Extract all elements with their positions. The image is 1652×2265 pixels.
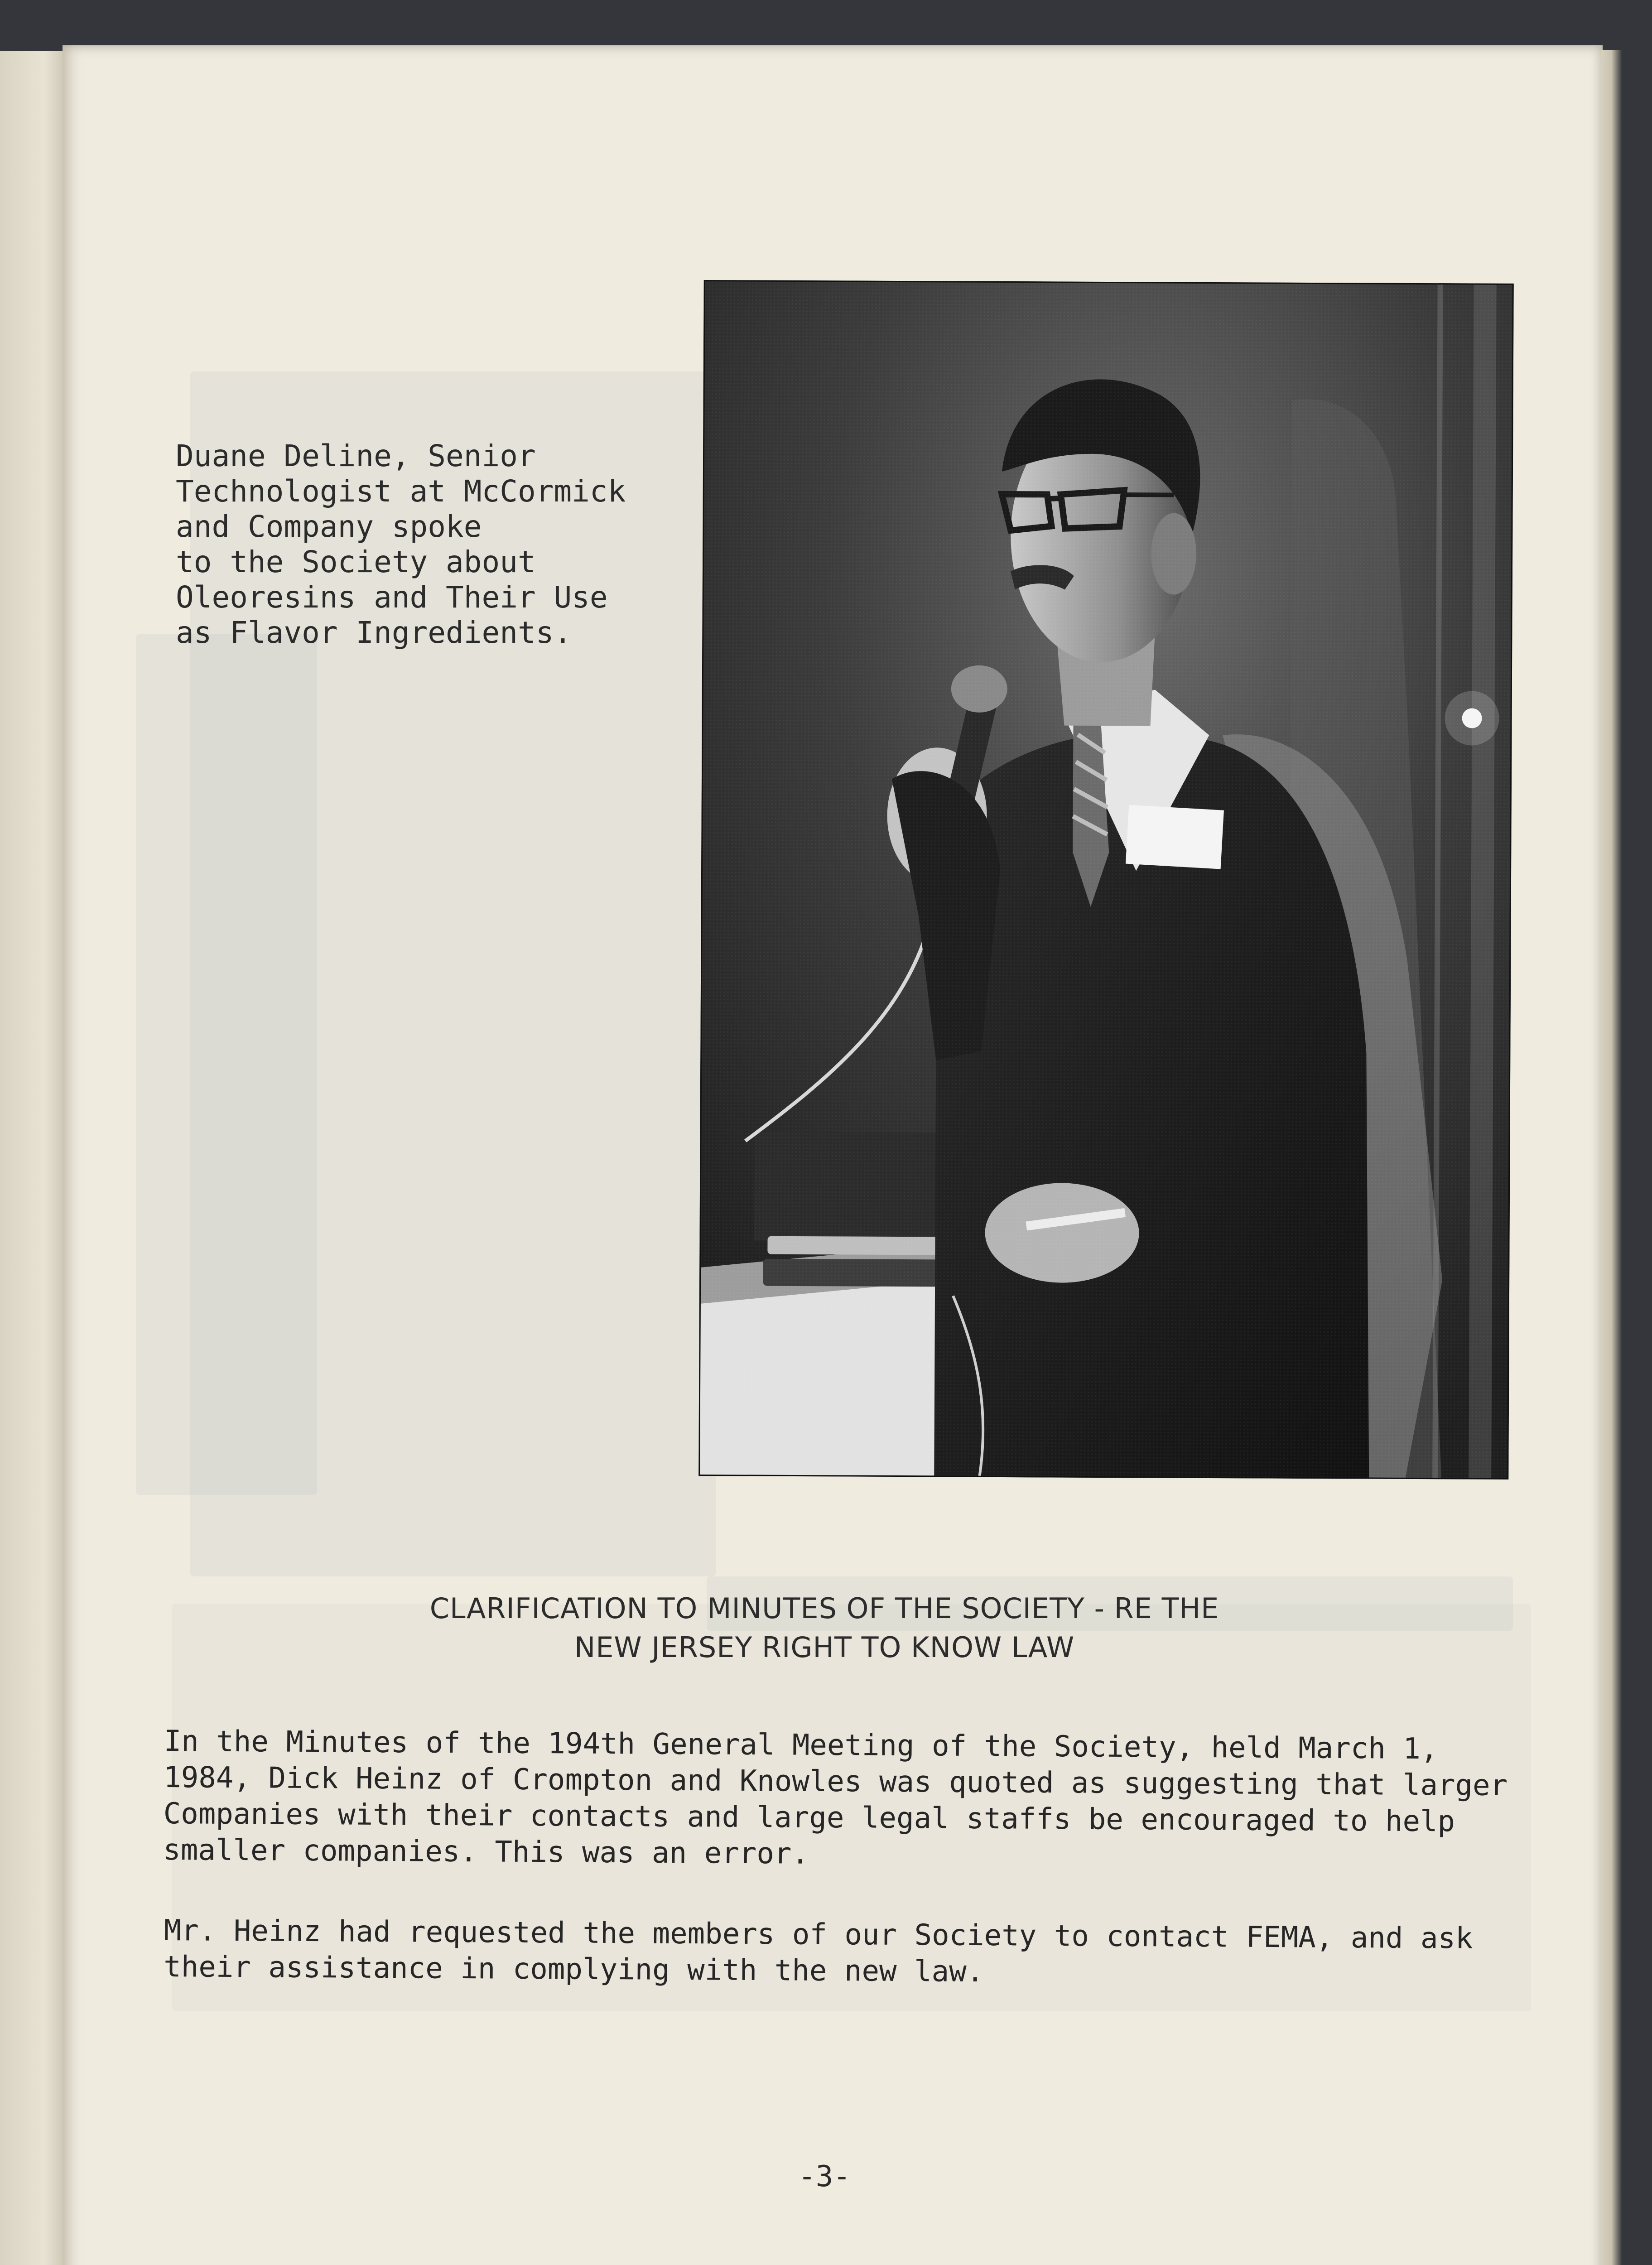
show-through-shadow xyxy=(136,634,317,1495)
page-number: -3- xyxy=(798,2160,851,2193)
caption-line: Duane Deline, Senior xyxy=(176,439,536,473)
paragraph-line: their assistance in complying with the new law. xyxy=(164,1950,984,1989)
page-outer-edge xyxy=(1601,50,1622,2265)
paragraph-line: smaller companies. This was an error. xyxy=(163,1833,809,1871)
caption-line: Oleoresins and Their Use xyxy=(176,580,608,615)
facing-page-edge xyxy=(0,51,63,2265)
paragraph-line: Mr. Heinz had requested the members of our Society to contact FEMA, and ask xyxy=(164,1914,1473,1956)
heading-line-1: CLARIFICATION TO MINUTES OF THE SOCIETY - RE THE xyxy=(429,1592,1219,1625)
paragraph-line: Companies with their contacts and large legal staffs be encouraged to help xyxy=(163,1797,1455,1839)
caption-line: as Flavor Ingredients. xyxy=(176,615,572,650)
caption-line: and Company spoke xyxy=(176,509,482,544)
heading-line-2: NEW JERSEY RIGHT TO KNOW LAW xyxy=(574,1631,1075,1664)
caption-line: Technologist at McCormick xyxy=(176,474,626,509)
speaker-photograph xyxy=(698,280,1514,1479)
paragraph-clarification xyxy=(163,1723,1541,1877)
photo-caption xyxy=(176,439,674,651)
caption-line: to the Society about xyxy=(176,545,536,579)
paragraph-line: 1984, Dick Heinz of Crompton and Knowles was quoted as suggesting that larger xyxy=(164,1760,1508,1803)
article-heading xyxy=(272,1589,1377,1667)
paragraph-correction xyxy=(164,1913,1541,1994)
paragraph-line: In the Minutes of the 194th General Meeting of the Society, held March 1, xyxy=(164,1725,1438,1766)
